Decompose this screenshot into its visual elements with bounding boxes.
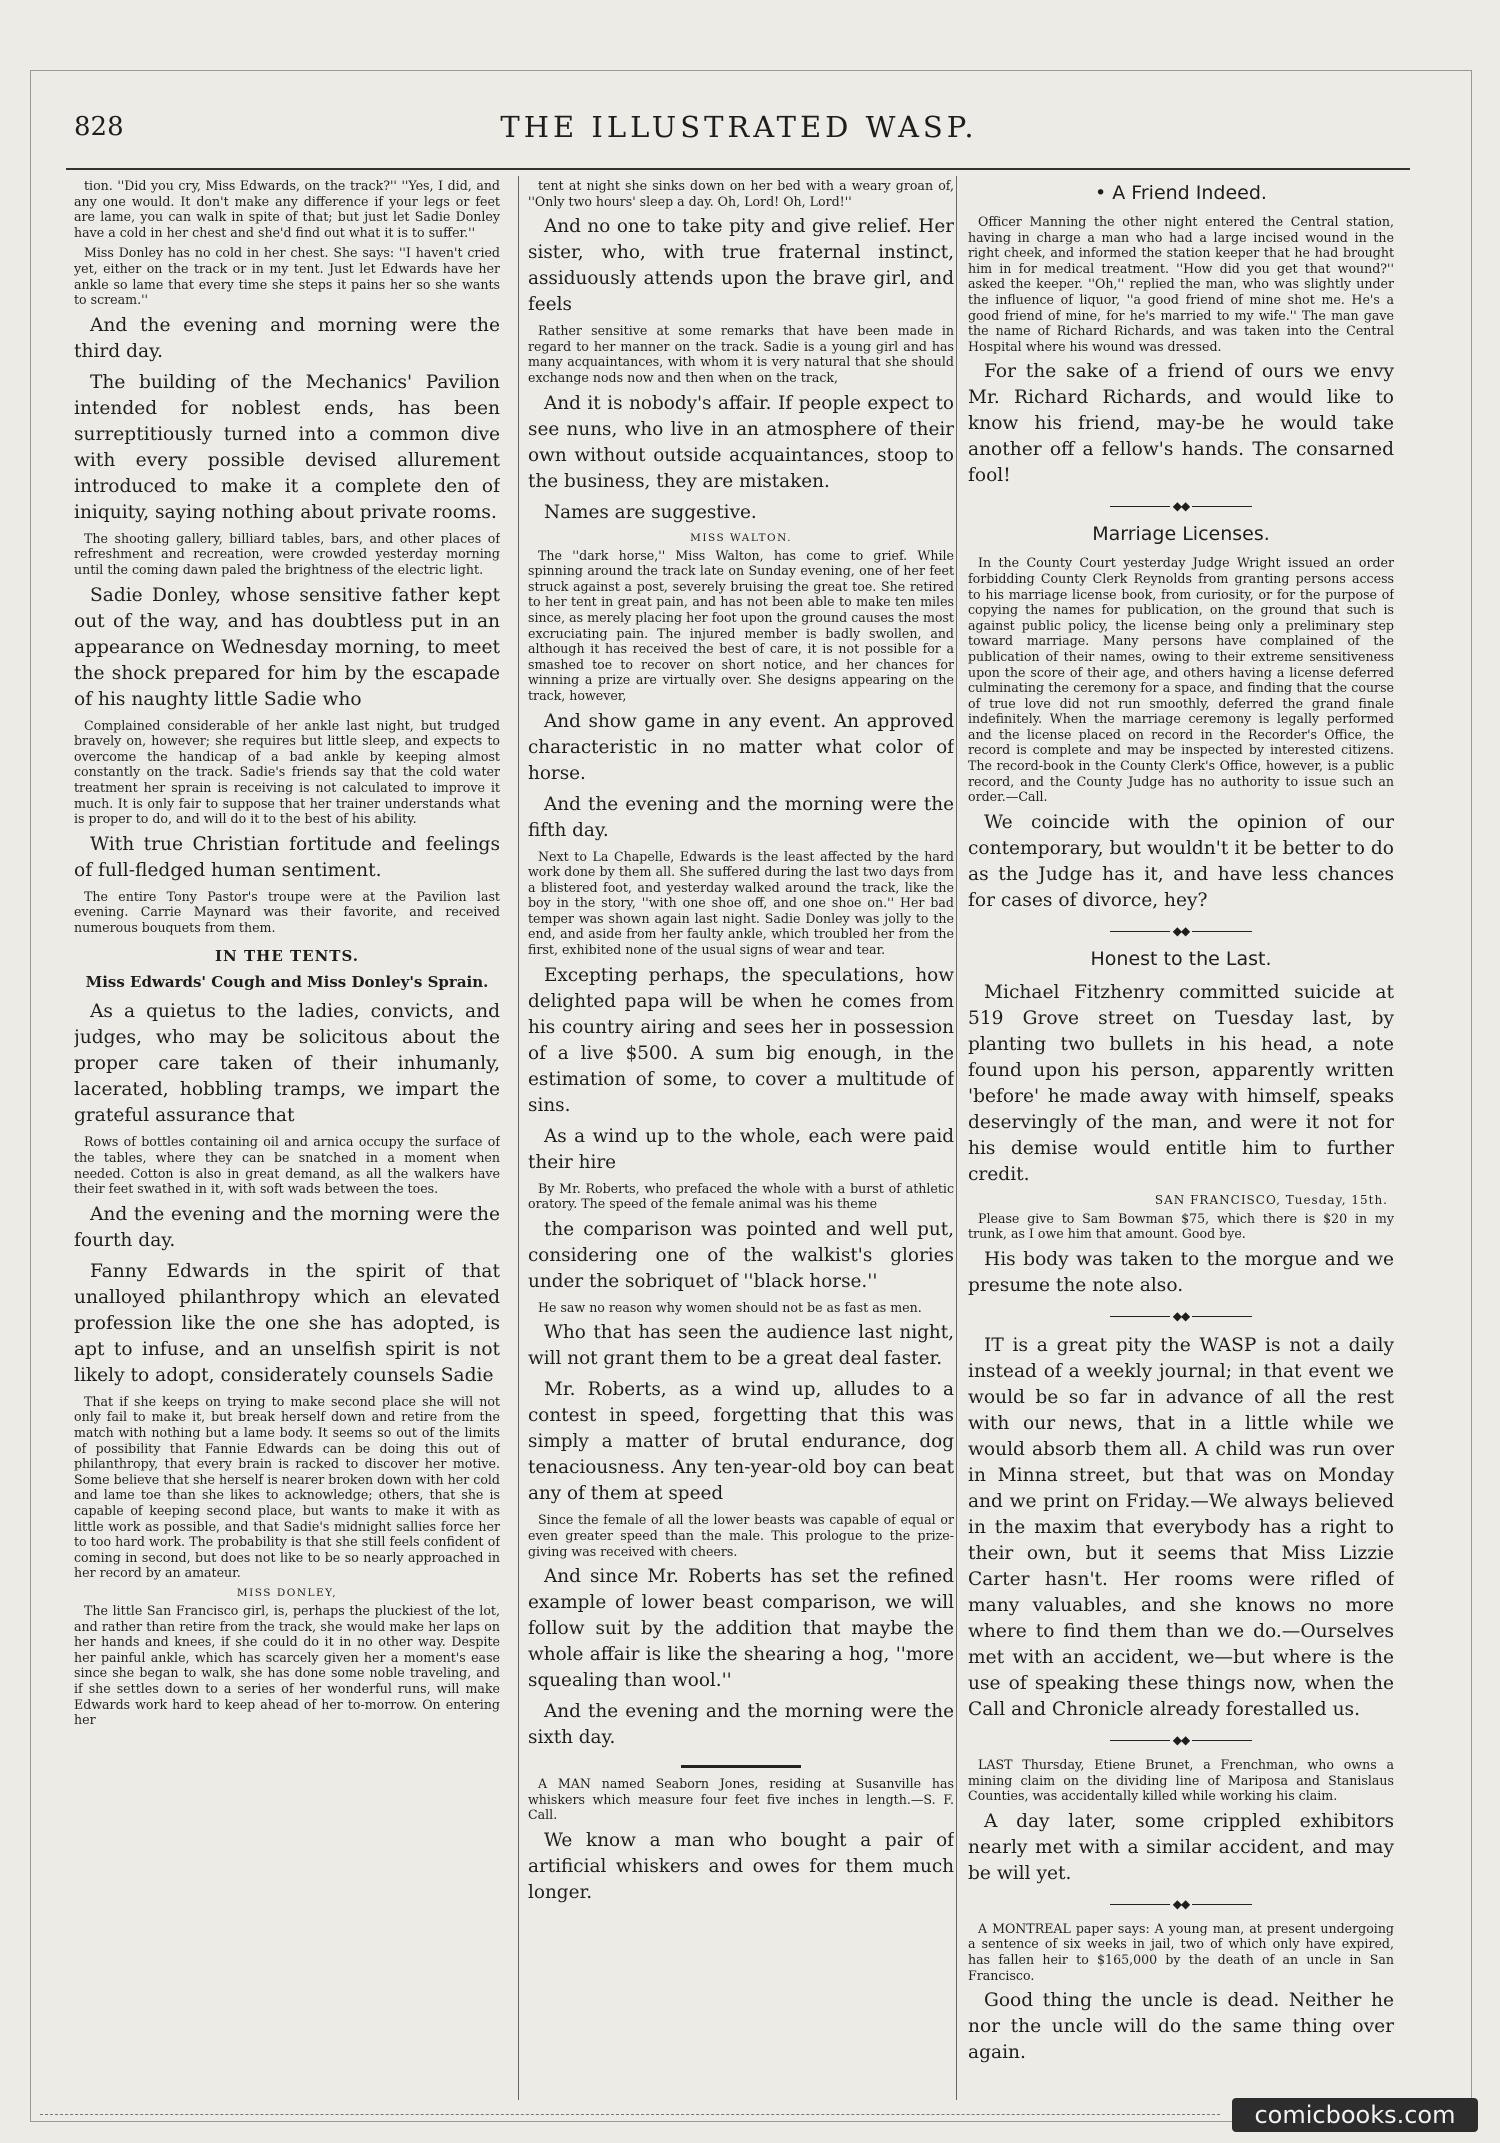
dateline: SAN FRANCISCO, Tuesday, 15th.: [1154, 1192, 1388, 1207]
paragraph: The little San Francisco girl, is, perhaps the pluckiest of the lot, and rather than retire from the track, she would make her laps on her hands and knees, if she could do it in no other way. Despite her painful ankle, which has scarcely given her a moment's ease since she began to walk, she has done some noble traveling, and if she settles down to a series of her wonderful runs, will make Edwards work hard to keep ahead of her to-morrow. On entering her: [74, 1602, 500, 1728]
article-subheading: Miss Edwards' Cough and Miss Donley's Sprain.: [85, 973, 489, 992]
paragraph: And it is nobody's affair. If people expect to see nuns, who live in an atmosphere of their own without outside acquaintances, stoop to the business, they are mistaken.: [528, 392, 954, 492]
header-rule: [66, 168, 1410, 170]
masthead-title: THE ILLUSTRATED WASP.: [500, 110, 978, 144]
ornament-divider: ◆◆: [968, 1309, 1394, 1323]
paragraph: A MAN named Seaborn Jones, residing at Susanville has whiskers which measure four feet five inches in length.—S. F. Call.: [528, 1776, 954, 1823]
paragraph: And the evening and morning were the third day.: [74, 314, 500, 362]
paragraph: A day later, some crippled exhibitors nearly met with a similar accident, and may be will yet.: [968, 1810, 1394, 1884]
paragraph: And since Mr. Roberts has set the refined example of lower beast comparison, we will follow suit by the addition that maybe the whole affair is like the shearing a hog, ''more squealing than wool.'': [528, 1566, 954, 1692]
column-3: [968, 178, 1394, 2103]
paragraph: Officer Manning the other night entered the Central station, having in charge a man who had a large incised wound in the right cheek, and informed the station keeper that he had brought him in for medical treatment. ''How did you get that wound?'' asked the keeper. ''Oh,'' replied the man, who was slightly under the influence of liquor, ''a good friend of mine shot me. He's a good friend of mine, for he's married to my wife.'' The man gave the name of Richard Richards, and was taken into the Central Hospital where his wound was dressed.: [968, 214, 1394, 354]
paragraph: Who that has seen the audience last night, will not grant them to be a great deal faster.: [528, 1322, 954, 1370]
paragraph: the comparison was pointed and well put, considering one of the walkist's glories under the sobriquet of ''black horse.'': [528, 1218, 954, 1292]
paragraph: Please give to Sam Bowman $75, which there is $20 in my trunk, as I owe him that amount. Good bye.: [968, 1210, 1394, 1242]
paragraph: And no one to take pity and give relief. Her sister, who, with true fraternal instinct, assiduously attends upon the brave girl, and feels: [528, 216, 954, 316]
paragraph: And the evening and the morning were the fifth day.: [528, 793, 954, 841]
paragraph: Miss Donley has no cold in her chest. She says: ''I haven't cried yet, either on the track or in my tent. Just let Edwards have her ankle so lame that every time she steps it pains her so she wants to scream.'': [74, 245, 500, 308]
section-rule: [681, 1765, 801, 1768]
paragraph: Rather sensitive at some remarks that have been made in regard to her manner on the track. Sadie is a young girl and has many acquaintances, with whom it is very natural that she should exchange nods now and then when on the track,: [528, 323, 954, 385]
section-heading: IN THE TENTS.: [215, 947, 359, 966]
paragraph: For the sake of a friend of ours we envy Mr. Richard Richards, and would like to know his friend, may-be he would take another off a fellow's hands. The consarned fool!: [968, 361, 1394, 487]
column-2: [528, 178, 954, 2103]
paragraph: And show game in any event. An approved characteristic in no matter what color of horse.: [528, 710, 954, 784]
paragraph: We know a man who bought a pair of artificial whiskers and owes for them much longer.: [528, 1830, 954, 1903]
paragraph: Complained considerable of her ankle last night, but trudged bravely on, however; she requires but little sleep, and expects to overcome the handicap of a bad ankle by keeping almost constantly on the track. Sadie's friends say that the cold water treatment her sprain is receiving is not calculated to improve it much. It is only fair to suppose that her trainer understands what is proper to do, and will do it to the best of his ability.: [74, 717, 500, 827]
paragraph: With true Christian fortitude and feelings of full-fledged human sentiment.: [74, 833, 500, 881]
paragraph: Names are suggestive.: [544, 501, 757, 523]
paragraph: Michael Fitzhenry committed suicide at 519 Grove street on Tuesday last, by planting two bullets in his head, a note found upon his person, apparently written 'before' he made away with himself, speaks deservingly of the man, and were it not for his demise would entitle him to further credit.: [968, 981, 1394, 1185]
paragraph: tent at night she sinks down on her bed with a weary groan of, ''Only two hours' sleep a day. Oh, Lord! Oh, Lord!'': [528, 178, 954, 209]
paragraph: Excepting perhaps, the speculations, how delighted papa will be when he comes from his country airing and sees her in possession of a live $500. A sum big enough, in the estimation of some, to cover a multitude of sins.: [528, 964, 954, 1116]
paragraph: Since the female of all the lower beasts was capable of equal or even greater speed than the male. This prologue to the prize-giving was received with cheers.: [528, 1512, 954, 1559]
paragraph: He saw no reason why women should not be as fast as men.: [538, 1299, 922, 1315]
paragraph: LAST Thursday, Etiene Brunet, a Frenchman, who owns a mining claim on the dividing line of Mariposa and Stanislaus Counties, was accidentally killed while working his claim.: [968, 1757, 1394, 1804]
paragraph: His body was taken to the morgue and we presume the note also.: [968, 1249, 1394, 1297]
article-heading: • A Friend Indeed.: [1095, 182, 1267, 204]
watermark-logo: comicbooks.com: [1232, 2098, 1478, 2132]
ornament-divider: ◆◆: [968, 1733, 1394, 1747]
paragraph: By Mr. Roberts, who prefaced the whole with a burst of athletic oratory. The speed of the female animal was his theme: [528, 1180, 954, 1212]
paragraph: Next to La Chapelle, Edwards is the least affected by the hard work done by them all. She suffered during the last two days from a blistered foot, and yesterday walked around the track, like the boy in the story, ''with one shoe off, and one shoe on.'' Her bad temper was shown again last night. Sadie Donley was jolly to the end, and aside from her faulty ankle, which troubled her from the first, exhibited none of the usual signs of wear and tear.: [528, 848, 954, 958]
paragraph: And the evening and the morning were the fourth day.: [74, 1203, 500, 1251]
paragraph: Good thing the uncle is dead. Neither he nor the uncle will do the same thing over again.: [968, 1990, 1394, 2064]
paragraph: Sadie Donley, whose sensitive father kept out of the way, and has doubtless put in an appearance on Wednesday morning, to meet the shock prepared for him by the escapade of his naughty little Sadie who: [74, 584, 500, 710]
page-header: [74, 104, 1404, 150]
column-1: [74, 178, 500, 2103]
article-heading: Honest to the Last.: [1090, 947, 1272, 970]
paragraph: We coincide with the opinion of our contemporary, but wouldn't it be better to do as the Judge has it, and have less chances for cases of divorce, hey?: [968, 811, 1394, 911]
paragraph: And the evening and the morning were the sixth day.: [528, 1701, 954, 1749]
paragraph: The building of the Mechanics' Pavilion intended for noblest ends, has been surreptitiously turned into a common dive with every possible devised allurement introduced to make it a complete den of iniquity, saying nothing about private rooms.: [74, 371, 500, 523]
article-heading: Marriage Licenses.: [1092, 523, 1270, 546]
paragraph: A MONTREAL paper says: A young man, at present undergoing a sentence of six weeks in jail, two of which only have expired, has fallen heir to $165,000 by the death of an uncle in San Francisco.: [968, 1920, 1394, 1983]
ornament-divider: ◆◆: [968, 499, 1394, 513]
column-divider: [956, 176, 957, 2100]
paragraph: Mr. Roberts, as a wind up, alludes to a contest in speed, forgetting that this was simply a matter of brutal endurance, dog tenaciousness. Any ten-year-old boy can beat any of them at speed: [528, 1379, 954, 1505]
paragraph: IT is a great pity the WASP is not a daily instead of a weekly journal; in that event we would be so far in advance of all the rest with our news, that in a little while we would absorb them all. A child was run over in Minna street, but that was on Monday and we print on Friday.—We always believed in the maxim that everybody has a right to their own, but it seems that Miss Lizzie Carter hasn't. Her rooms were rifled of many valuables, and she knows no more where to find them than we do.—Ourselves met with an accident, we—but where is the use of speaking these things now, when the Call and Chronicle already forestalled us.: [968, 1335, 1394, 1721]
article-heading-text: A Friend Indeed.: [1112, 182, 1267, 204]
paragraph: The shooting gallery, billiard tables, bars, and other places of refreshment and recreation, were crowded yesterday morning until the coming dawn paled the brightness of the electric light.: [74, 530, 500, 577]
minor-heading: MISS DONLEY,: [236, 1586, 338, 1599]
paragraph: In the County Court yesterday Judge Wright issued an order forbidding County Clerk Reynolds from granting persons access to his marriage license book, from curiosity, or for the purpose of copying the names for publication, on the ground that such is against public policy, the license being only a preliminary step toward marriage. Many persons have complained of the publication of their names, owing to their extreme sensitiveness upon the score of their age, and others having a license deferred culminating the ceremony for a space, and finding that the course of true love did not run smoothly, deferred the grand finale indefinitely. When the marriage ceremony is legally performed and the license placed on record in the Recorder's Office, the record is complete and may be inspected by interested citizens. The record-book in the County Clerk's Office, however, is a public record, and the County Judge has no authority to issue such an order.—Call.: [968, 555, 1394, 805]
paragraph: That if she keeps on trying to make second place she will not only fail to make it, but break herself down and retire from the match with nothing but a lame body. It seems so out of the limits of possibility that Fannie Edwards can be doing this out of philanthropy, that every brain is racked to discover her motive. Some believe that she herself is nearer broken down with her cold and lame toe than she likes to acknowledge; others, that she is capable of keeping second place, but wants to make it with as little work as possible, and that Sadie's midnight sallies force her to too hard work. The probability is that she still feels confident of coming in second, but does not like to be so nearly approached in her record by an amateur.: [74, 1393, 500, 1581]
ornament-divider: ◆◆: [968, 924, 1394, 938]
paragraph: As a wind up to the whole, each were paid their hire: [528, 1125, 954, 1173]
column-divider: [518, 176, 519, 2100]
paragraph: Fanny Edwards in the spirit of that unalloyed philanthropy which an elevated profession like the one she has adopted, is apt to infuse, and an unselfish spirit is not likely to adopt, considerately counsels Sadie: [74, 1260, 500, 1386]
minor-heading: MISS WALTON.: [690, 531, 792, 544]
paragraph: Rows of bottles containing oil and arnica occupy the surface of the tables, where they can be snatched in a moment when needed. Cotton is also in great demand, as all the walkers have their feet swathed in it, with soft wads between the toes.: [74, 1134, 500, 1197]
ornament-divider: ◆◆: [968, 1897, 1394, 1911]
paragraph: As a quietus to the ladies, convicts, and judges, who may be solicitous about the proper care taken of their inhumanly, lacerated, hobbling tramps, we impart the grateful assurance that: [74, 1001, 500, 1127]
page-number: 828: [74, 112, 124, 142]
paragraph: The entire Tony Pastor's troupe were at the Pavilion last evening. Carrie Maynard was their favorite, and received numerous bouquets from them.: [74, 888, 500, 935]
paragraph: tion. ''Did you cry, Miss Edwards, on the track?'' ''Yes, I did, and any one would. It don't make any difference if your legs or feet are lame, you can walk in spite of that; but just let Sadie Donley have a cold in her chest and she'd find out what it is to suffer.'': [74, 178, 500, 240]
paragraph: The ''dark horse,'' Miss Walton, has come to grief. While spinning around the track late on Sunday evening, one of her feet struck against a post, severely bruising the great toe. She retired to her tent in great pain, and has not been able to make ten miles since, as merely placing her foot upon the ground causes the most excruciating pain. The injured member is badly swollen, and although it has received the best of care, it is not possible for a smashed toe to recover on short notice, and her chances for winning a prize are virtually over. She designs appearing on the track, however,: [528, 547, 954, 703]
bottom-rule: [40, 2114, 1220, 2115]
